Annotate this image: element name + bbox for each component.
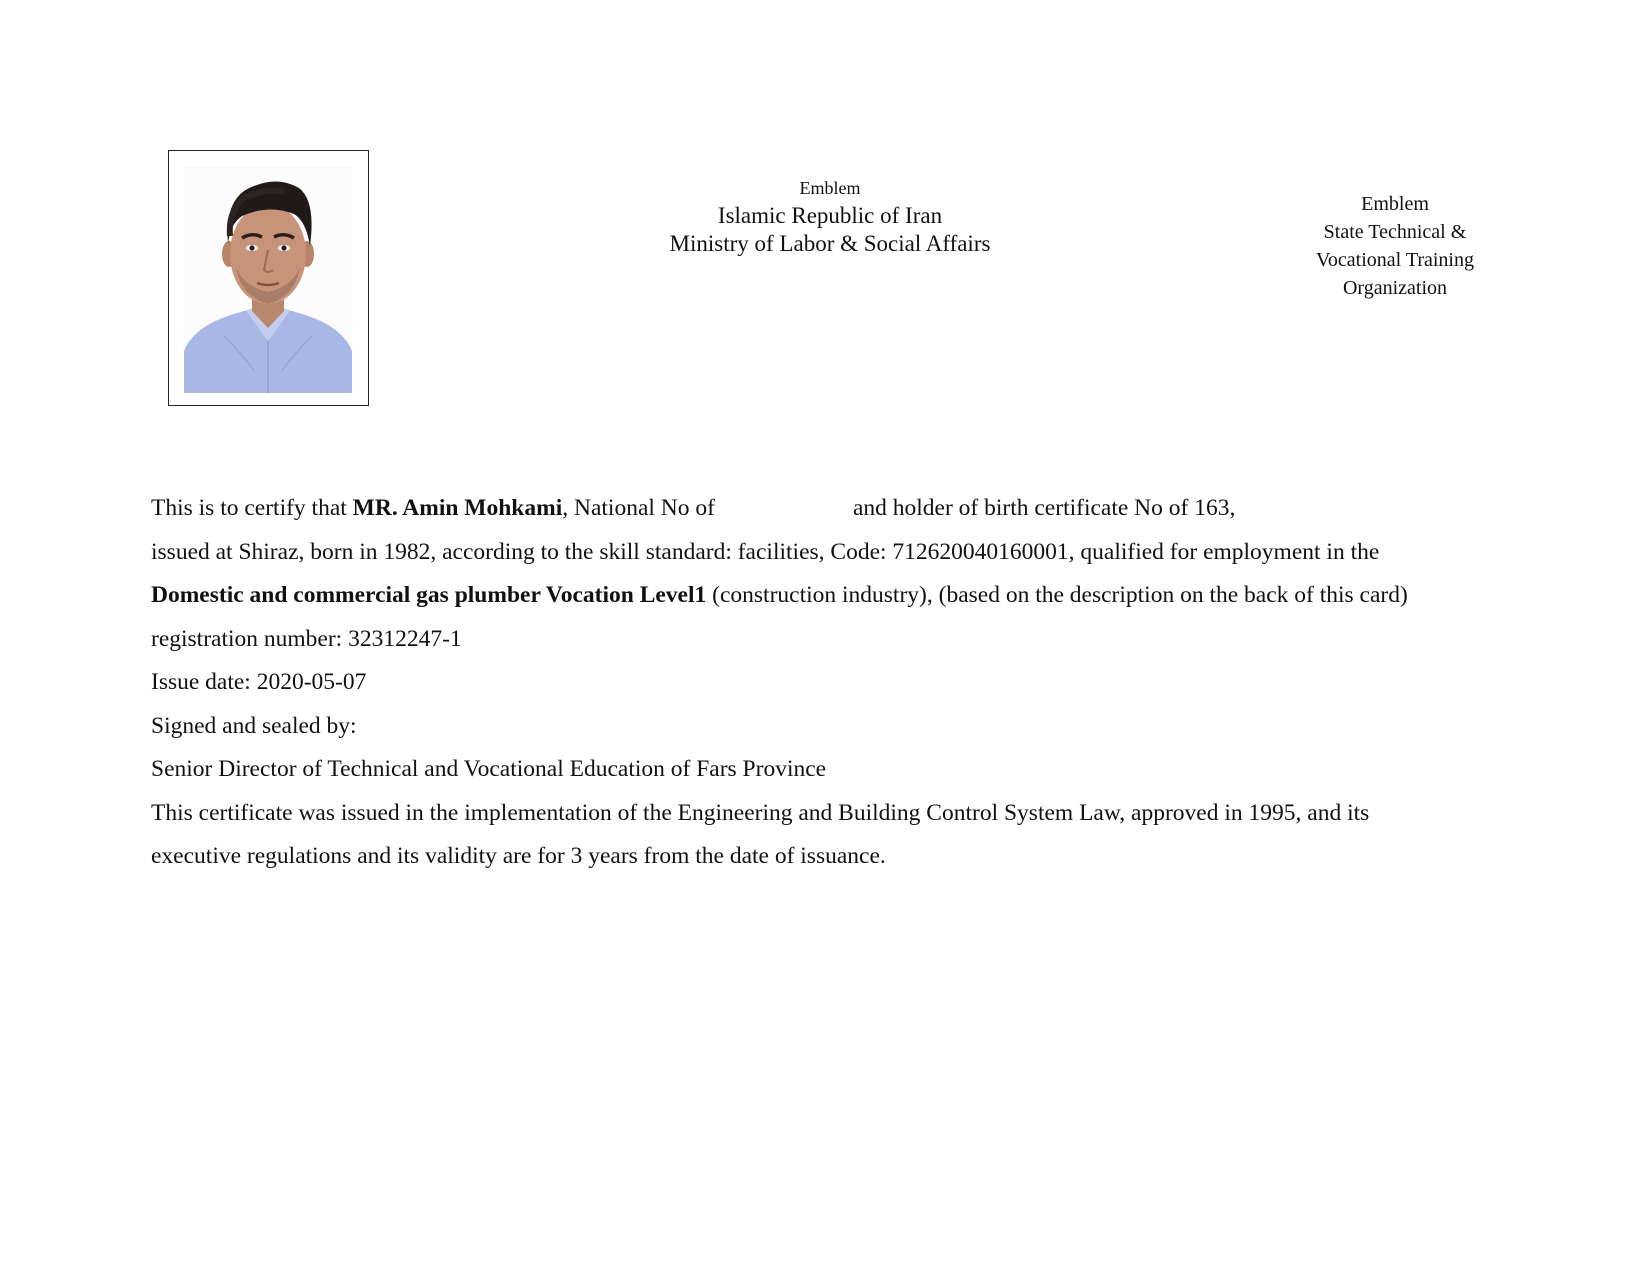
header-ministry — [560, 178, 1100, 258]
organization-name-line1: State Technical & — [1323, 221, 1467, 243]
photo-frame — [168, 150, 369, 406]
organization-name-line3: Organization — [1342, 277, 1448, 299]
law-statement-line1: This certificate was issued in the implementation of the Engineering and Building Control System Law, approved in 1995, and its — [151, 799, 1370, 826]
certify-intro: This is to certify that — [151, 495, 353, 521]
issue-place-line: issued at Shiraz, born in 1982, according to the skill standard: facilities, Code: 712620040160001, qualified for employment in the — [151, 538, 1380, 565]
signed-by-label: Signed and sealed by: — [151, 712, 357, 739]
country-name: Islamic Republic of Iran — [717, 202, 943, 228]
signer-title: Senior Director of Technical and Vocational Education of Fars Province — [151, 756, 827, 782]
ministry-emblem-label: Emblem — [799, 178, 861, 198]
national-no-label: , National No of — [562, 495, 715, 521]
birth-certificate-text: and holder of birth certificate No of 163, — [852, 495, 1236, 521]
issue-date: Issue date: 2020-05-07 — [151, 669, 367, 695]
organization-name-line2: Vocational Training — [1316, 249, 1474, 271]
holder-name: MR. Amin Mohkami — [352, 495, 563, 521]
vocation-line — [151, 574, 1531, 618]
vocation-suffix: (construction industry), (based on the description on the back of this card) — [706, 582, 1408, 608]
holder-photo — [184, 166, 352, 393]
certificate-body — [151, 487, 1531, 879]
registration-number: registration number: 32312247-1 — [151, 625, 462, 652]
organization-emblem-label: Emblem — [1361, 193, 1429, 215]
certify-line — [151, 487, 1531, 531]
vocation-title: Domestic and commercial gas plumber Vocation Level1 — [151, 582, 707, 608]
law-statement-line2: executive regulations and its validity are for 3 years from the date of issuance. — [151, 843, 886, 869]
header-organization — [1290, 190, 1500, 302]
ministry-name: Ministry of Labor & Social Affairs — [669, 230, 991, 256]
